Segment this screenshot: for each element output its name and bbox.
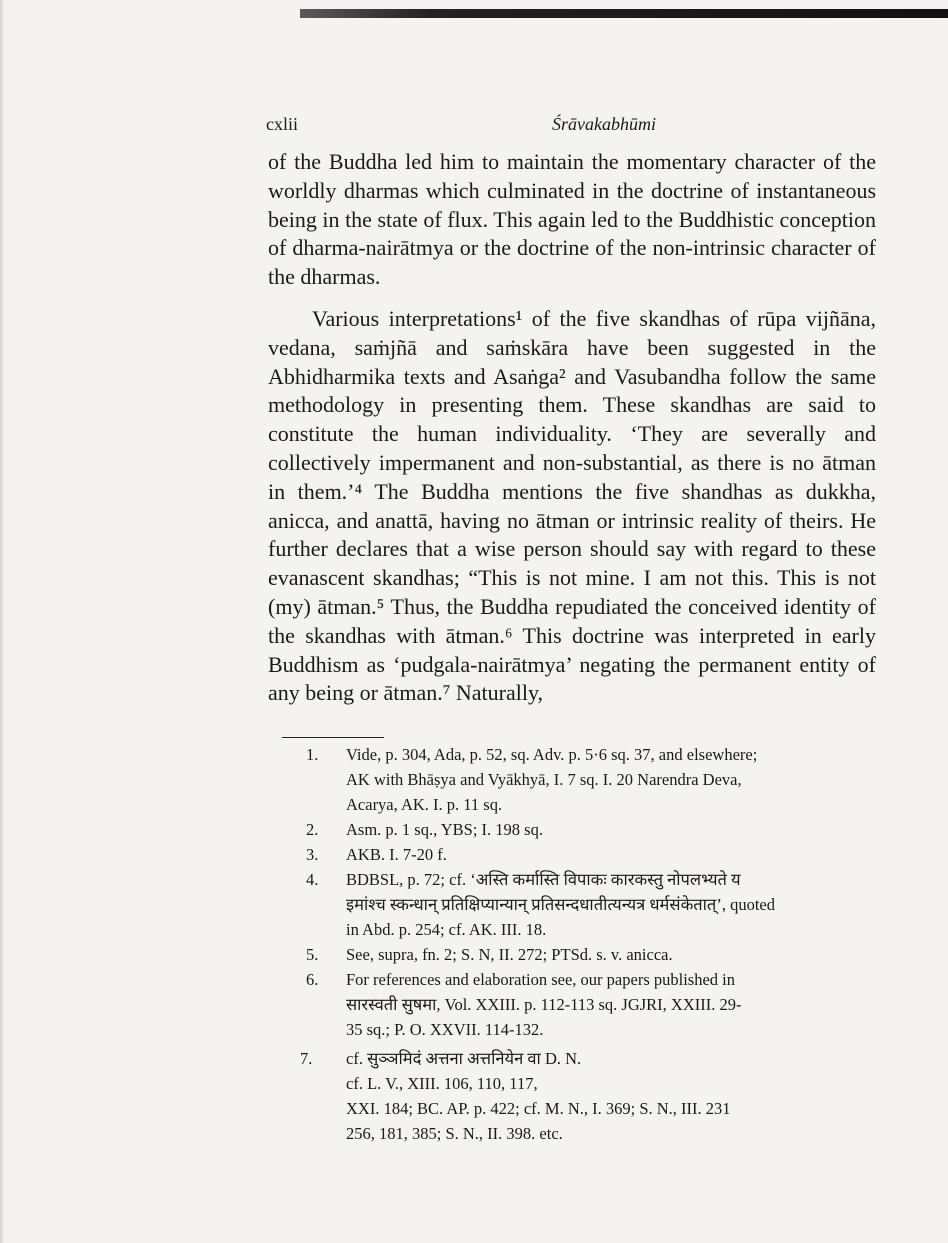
footnote-number: 6. <box>306 970 319 989</box>
footnote-line: AKB. I. 7-20 f. <box>346 845 447 864</box>
footnote-line: in Abd. p. 254; cf. AK. III. 18. <box>346 920 547 939</box>
footnote-line: BDBSL, p. 72; cf. ‘अस्ति कर्मास्ति विपाकः कारकस्तु नोपलभ्यते य <box>346 870 741 889</box>
footnote <box>300 967 880 1042</box>
footnote-line: cf. सुञ्ञमिदं अत्तना अत्तनियेन वा D. N. <box>346 1049 582 1068</box>
footnote-line: See, supra, fn. 2; S. N, II. 272; PTSd. s. v. anicca. <box>346 945 673 964</box>
footnote-line: सारस्वती सुषमा, Vol. XXIII. p. 112-113 sq. JGJRI, XXIII. 29- <box>346 995 742 1014</box>
footnote-number: 5. <box>306 945 319 964</box>
footnote <box>300 742 880 817</box>
footnote-line: For references and elaboration see, our papers published in <box>346 970 735 989</box>
footnote-number: 7. <box>300 1049 313 1068</box>
page-number: cxlii <box>266 114 298 134</box>
footnote <box>300 942 880 967</box>
footnote-number: 3. <box>306 845 319 864</box>
footnote-line: Acarya, AK. I. p. 11 sq. <box>346 795 503 814</box>
paragraph: of the Buddha led him to maintain the momentary character of the worldly dharmas which culminated in the doctrine of instantaneous being in the state of flux. This again led to the Buddhistic conception of dharma-nairātmya or the doctrine of the non-intrinsic character of the dharmas. <box>268 149 876 290</box>
footnote <box>300 867 880 942</box>
footnote-number: 1. <box>306 745 319 764</box>
footnote-line: Asm. p. 1 sq., YBS; I. 198 sq. <box>346 820 543 839</box>
footnote-line: 256, 181, 385; S. N., II. 398. etc. <box>346 1124 563 1143</box>
footnote-line: cf. L. V., XIII. 106, 110, 117, <box>346 1074 538 1093</box>
page-header <box>266 114 878 138</box>
footnotes <box>300 742 880 1146</box>
footnote-number: 2. <box>306 820 319 839</box>
footnote-line: AK with Bhāṣya and Vyākhyā, I. 7 sq. I. 20 Narendra Deva, <box>346 770 742 789</box>
header-rule <box>300 9 948 18</box>
footnote <box>300 817 880 842</box>
footnote-separator <box>282 737 384 738</box>
body-text <box>268 148 876 708</box>
footnote-line: इमांश्च स्कन्धान् प्रतिक्षिप्यान्यान् प्रतिसन्दधातीत्यन्यत्र धर्मसंकेतात्’, quoted <box>346 895 775 914</box>
footnote-line: XXI. 184; BC. AP. p. 422; cf. M. N., I. 369; S. N., III. 231 <box>346 1099 731 1118</box>
footnote-line: Vide, p. 304, Ada, p. 52, sq. Adv. p. 5·6 sq. 37, and elsewhere; <box>346 745 758 764</box>
footnote <box>300 1046 880 1146</box>
footnote-number: 4. <box>306 870 319 889</box>
footnote-line: 35 sq.; P. O. XXVII. 114-132. <box>346 1020 544 1039</box>
scan-edge <box>0 0 4 1243</box>
footnote <box>300 842 880 867</box>
paragraph: Various interpretations¹ of the five skandhas of rūpa vijñāna, vedana, saṁjñā and saṁskāra have been suggested in the Abhidharmika texts and Asaṅga² and Vasubandha follow the same methodology in presenting them. These skandhas are said to constitute the human individuality. ‘They are severally and collectively impermanent and non-substantial, as there is no ātman in them.’⁴ The Buddha mentions the five shandhas as dukkha, anicca, and anattā, having no ātman or intrinsic reality of theirs. He further declares that a wise person should say with regard to these evanascent skandhas; “This is not mine. I am not this. This is not (my) ātman.⁵ Thus, the Buddha repudiated the conceived identity of the skandhas with ātman.⁶ This doctrine was interpreted in early Buddhism as ‘pudgala-nairātmya’ negating the permanent entity of any being or ātman.⁷ Naturally, <box>268 305 876 706</box>
running-title: Śrāvakabhūmi <box>552 114 656 134</box>
